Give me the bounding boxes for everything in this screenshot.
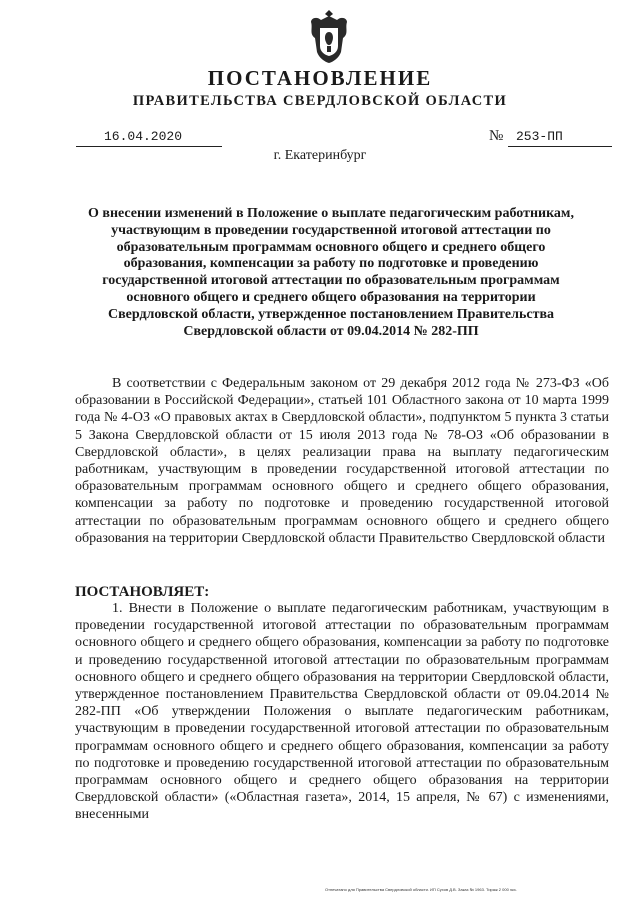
issuing-authority: ПРАВИТЕЛЬСТВА СВЕРДЛОВСКОЙ ОБЛАСТИ <box>132 93 508 109</box>
coat-of-arms-icon <box>305 8 353 64</box>
document-number: 253-ПП <box>508 129 612 147</box>
document-heading: О внесении изменений в Положение о выплате педагогическим работникам, участвующим в проведении государственной итоговой аттестации по образовательным программам основного общего и среднего общего образования, компенсации за работу по подготовке и проведению государственной итоговой аттестации по образовательным программам основного общего и среднего общего образования на территории Свердловской области, утвержденное постановлением Правительства Свердловской области от 09.04.2014 № 282-ПП <box>88 206 574 339</box>
issue-city: г. Екатеринбург <box>273 148 367 163</box>
print-imprint: Отпечатано для Правительства Свердловской области. ИП Сухов Д.В. Заказ № 1963. Тираж 2 000 экз. <box>325 887 517 892</box>
number-label: № <box>489 128 504 144</box>
document-type-title: ПОСТАНОВЛЕНИЕ <box>207 66 433 90</box>
clause-1-paragraph: 1. Внести в Положение о выплате педагогическим работникам, участвующим в проведении государственной итоговой аттестации по образовательным программам основного общего и среднего общего образования, компенсации за работу по подготовке и проведению государственной итоговой аттестации по образовательным программам основного общего и среднего общего образования на территории Свердловской области, утвержденное постановлением Правительства Свердловской области от 09.04.2014 № 282-ПП «Об утверждении Положения о выплате педагогическим работникам, участвующим в проведении государственной итоговой аттестации по образовательным программам основного общего и среднего общего образования, компенсации за работу по подготовке и проведению государственной итоговой аттестации по образовательным программам основного общего и среднего общего образования на территории Свердловской области» («Областная газета», 2014, 15 апреля, № 67) с изменениями, внесенными <box>75 601 609 823</box>
decree-word: ПОСТАНОВЛЯЕТ: <box>75 584 210 600</box>
document-date: 16.04.2020 <box>76 129 222 147</box>
preamble-paragraph: В соответствии с Федеральным законом от 29 декабря 2012 года № 273-ФЗ «Об образовании в Российской Федерации», статьей 101 Областного закона от 10 марта 1999 года № 4-ОЗ «О правовых актах в Свердловской области», подпунктом 5 пункта 3 статьи 5 Закона Свердловской области от 15 июля 2013 года № 78-ОЗ «Об образовании в Свердловской области», в целях реализации права на выплату педагогическим работникам, участвующим в проведении государственной итоговой аттестации по образовательным программам основного общего и среднего общего образования, компенсации за работу по подготовке и проведению государственной итоговой аттестации по образовательным программам основного общего и среднего общего образования на территории Свердловской области Правительство Свердловской области <box>75 376 609 546</box>
